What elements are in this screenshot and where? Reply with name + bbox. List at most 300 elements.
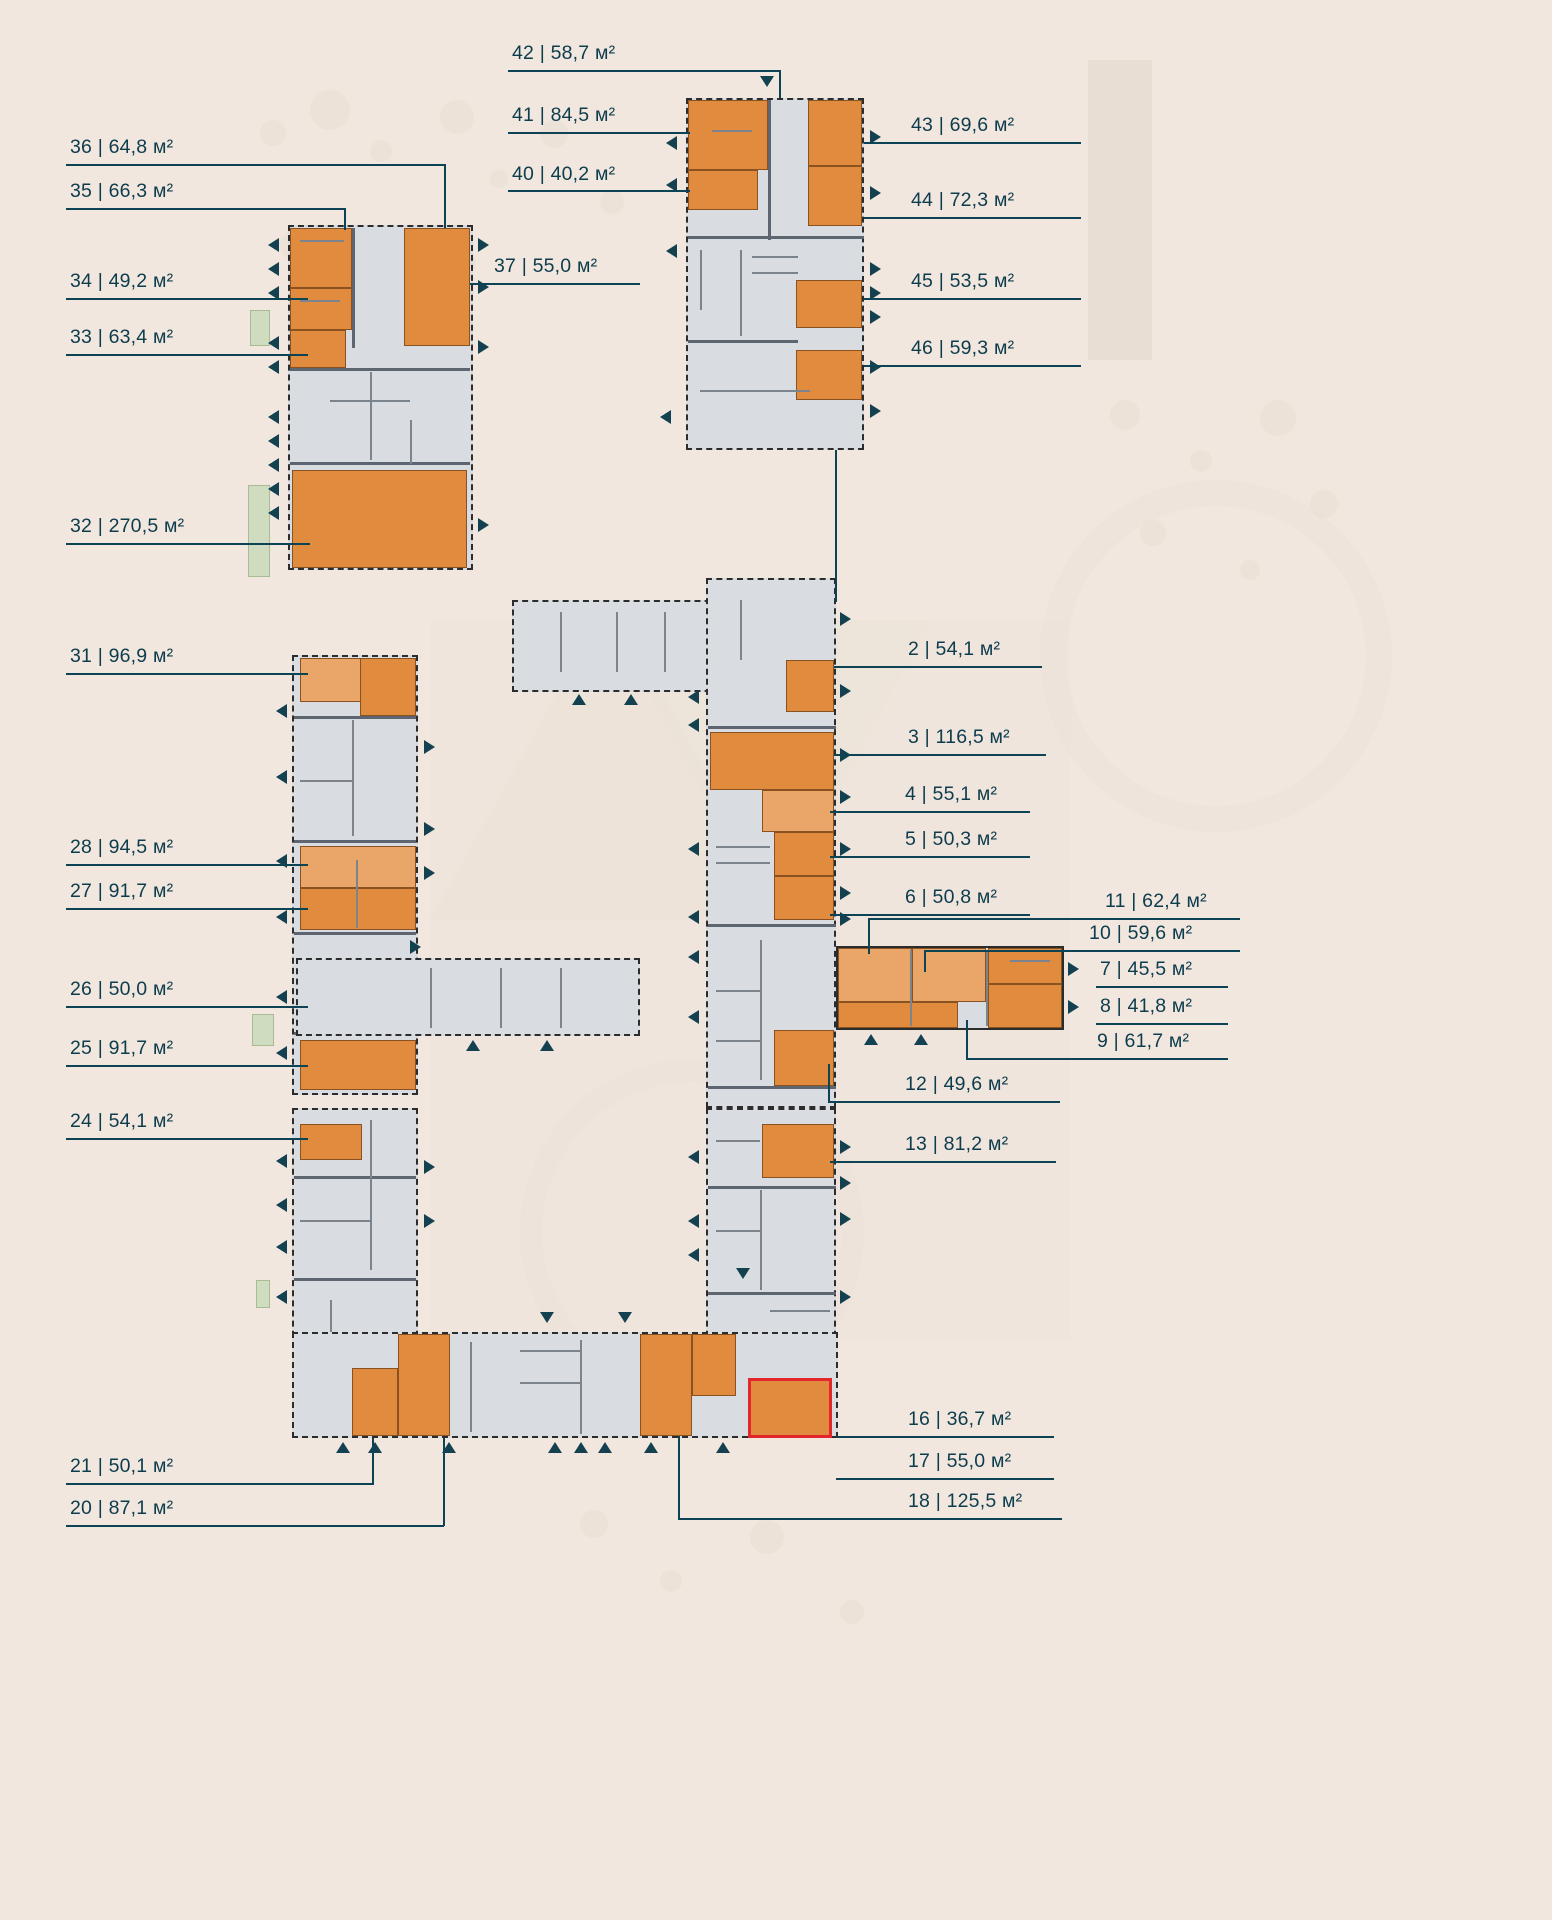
- wall-ne-5: [740, 250, 742, 336]
- entrance-arrow-nw-2: [268, 262, 279, 276]
- leader-31-h: [246, 673, 308, 675]
- entrance-arrow-w-9: [424, 866, 435, 880]
- wall-nw-4: [370, 372, 372, 460]
- wall-nw-3: [290, 462, 470, 465]
- unit-label-16-text: 16 | 36,7 м²: [908, 1408, 1012, 1430]
- leader-32-h: [262, 543, 310, 545]
- underline-42: [508, 70, 640, 72]
- unit-label-31[interactable]: [70, 645, 173, 668]
- entrance-arrow-s-1: [336, 1442, 350, 1453]
- entrance-arrow-e-9: [688, 718, 699, 732]
- entrance-arrow-s-6: [598, 1442, 612, 1453]
- wall-sw-1: [294, 1176, 416, 1179]
- entrance-arrow-se-3: [688, 1248, 699, 1262]
- unit-label-46-text: 46 | 59,3 м²: [911, 337, 1015, 359]
- wall-e-7: [760, 940, 762, 1080]
- leader-46-h: [864, 365, 906, 367]
- unit-label-28[interactable]: [70, 836, 173, 859]
- unit-18[interactable]: [640, 1334, 692, 1436]
- unit-label-20-text: 20 | 87,1 м²: [70, 1497, 174, 1519]
- unit-20[interactable]: [398, 1334, 450, 1436]
- entrance-arrow-w-8: [424, 822, 435, 836]
- unit-label-46[interactable]: [911, 337, 1014, 360]
- entrance-arrow-w-7: [424, 740, 435, 754]
- wall-s-4: [580, 1340, 582, 1434]
- wall-w-5: [352, 720, 354, 836]
- entrance-arrow-e-13: [688, 1010, 699, 1024]
- unit-label-31-text: 31 | 96,9 м²: [70, 645, 174, 667]
- entrance-arrow-ea-4: [1068, 1000, 1079, 1014]
- entrance-arrow-sw-5: [424, 1160, 435, 1174]
- unit-41[interactable]: [688, 100, 768, 170]
- unit-label-7-text: 7 | 45,5 м²: [1100, 958, 1193, 980]
- unit-label-32[interactable]: [70, 515, 184, 538]
- unit-label-13[interactable]: [905, 1133, 1008, 1156]
- wall-se-5: [716, 1230, 760, 1232]
- underline-5: [900, 856, 1030, 858]
- leader-2-h: [834, 666, 904, 668]
- unit-label-24[interactable]: [70, 1110, 173, 1133]
- entrance-arrow-nw-4: [268, 336, 279, 350]
- unit-44[interactable]: [808, 166, 862, 226]
- wall-nw-8: [300, 300, 340, 302]
- entrance-arrow-e-2: [840, 684, 851, 698]
- wall-ne-9: [712, 130, 752, 132]
- entrance-arrow-se-1: [688, 1150, 699, 1164]
- entrance-arrow-ne-6: [870, 186, 881, 200]
- entrance-arrow-sw-1: [276, 1154, 287, 1168]
- wall-nw-1: [352, 228, 355, 348]
- entrance-arrow-ea-2: [914, 1034, 928, 1045]
- leader-ne-to-east: [835, 450, 837, 602]
- unit-43[interactable]: [808, 100, 862, 166]
- leader-41-h: [640, 132, 690, 134]
- unit-label-3[interactable]: [908, 726, 1010, 749]
- wall-ne-4: [700, 250, 702, 310]
- wall-cn-1: [560, 612, 562, 672]
- wall-e-4: [740, 600, 742, 660]
- wall-e-1: [708, 726, 836, 729]
- unit-7[interactable]: [988, 948, 1062, 984]
- unit-label-37[interactable]: [494, 255, 597, 278]
- slab-center-mid: [296, 958, 640, 1036]
- wall-ne-1: [768, 100, 771, 240]
- underline-24: [66, 1138, 246, 1140]
- wall-w-1: [294, 716, 416, 719]
- underline-13: [900, 1161, 1056, 1163]
- underline-46: [905, 365, 1081, 367]
- entrance-arrow-sw-3: [276, 1240, 287, 1254]
- entrance-arrow-nw-8: [268, 458, 279, 472]
- unit-label-33[interactable]: [70, 326, 173, 349]
- unit-label-6[interactable]: [905, 886, 997, 909]
- underline-35: [66, 208, 246, 210]
- unit-label-10[interactable]: [1089, 922, 1192, 945]
- wall-se-1: [708, 1186, 836, 1189]
- unit-label-21-text: 21 | 50,1 м²: [70, 1455, 174, 1477]
- leader-42-v: [779, 70, 781, 98]
- entrance-arrow-nw-11: [478, 238, 489, 252]
- unit-3[interactable]: [710, 732, 834, 790]
- unit-label-5[interactable]: [905, 828, 997, 851]
- wall-sw-3: [370, 1120, 372, 1270]
- leader-17-h: [836, 1478, 904, 1480]
- underline-34: [66, 298, 246, 300]
- wall-e-3: [708, 1086, 836, 1089]
- unit-label-8-text: 8 | 41,8 м²: [1100, 995, 1193, 1017]
- unit-25[interactable]: [300, 1040, 416, 1090]
- entrance-arrow-ne-7: [870, 262, 881, 276]
- leader-27-h: [246, 908, 308, 910]
- entrance-arrow-e-1: [840, 612, 851, 626]
- wall-s-1: [470, 1342, 472, 1432]
- wall-ne-7: [752, 256, 798, 258]
- leader-11-h: [868, 918, 1102, 920]
- underline-4: [900, 811, 1030, 813]
- leader-18-v: [678, 1436, 680, 1520]
- unit-label-35-text: 35 | 66,3 м²: [70, 180, 174, 202]
- unit-28[interactable]: [300, 846, 416, 888]
- unit-label-9-text: 9 | 61,7 м²: [1097, 1030, 1190, 1052]
- entrance-arrow-ne-9: [870, 310, 881, 324]
- wall-cm-3: [560, 968, 562, 1028]
- wall-sw-4: [300, 1220, 370, 1222]
- wall-cm-1: [430, 968, 432, 1028]
- entrance-arrow-s-7: [644, 1442, 658, 1453]
- wall-e-8: [716, 990, 762, 992]
- unit-12[interactable]: [774, 1030, 834, 1086]
- entrance-arrow-s-8: [716, 1442, 730, 1453]
- entrance-arrow-nw-6: [268, 410, 279, 424]
- unit-4[interactable]: [762, 790, 834, 832]
- unit-35[interactable]: [290, 288, 352, 330]
- wall-cn-3: [664, 612, 666, 672]
- underline-7: [1096, 986, 1228, 988]
- entrance-arrow-nw-10: [268, 506, 279, 520]
- unit-label-8[interactable]: [1100, 995, 1192, 1018]
- unit-label-4-text: 4 | 55,1 м²: [905, 783, 998, 805]
- decorative-dots-bottom: [560, 1480, 980, 1780]
- unit-label-17-text: 17 | 55,0 м²: [908, 1450, 1012, 1472]
- entrance-arrow-e-12: [688, 950, 699, 964]
- wall-nw-2: [290, 368, 470, 371]
- leader-33-h: [246, 354, 308, 356]
- unit-label-42-text: 42 | 58,7 м²: [512, 42, 616, 64]
- entrance-arrow-s-5: [574, 1442, 588, 1453]
- entrance-arrow-w-1: [276, 704, 287, 718]
- bg-panel-right: [1088, 60, 1152, 360]
- wall-se-6: [770, 1310, 830, 1312]
- unit-label-32-text: 32 | 270,5 м²: [70, 515, 185, 537]
- leader-5-h: [830, 856, 902, 858]
- entrance-arrow-e-6: [840, 886, 851, 900]
- unit-label-24-text: 24 | 54,1 м²: [70, 1110, 174, 1132]
- unit-label-12[interactable]: [905, 1073, 1008, 1096]
- unit-label-2[interactable]: [908, 638, 1000, 661]
- entrance-arrow-s-4: [548, 1442, 562, 1453]
- leader-35-v: [344, 208, 346, 230]
- unit-27[interactable]: [300, 888, 416, 930]
- entrance-arrow-ne-1: [666, 136, 677, 150]
- unit-label-41-text: 41 | 84,5 м²: [512, 104, 616, 126]
- wall-sw-2: [294, 1278, 416, 1281]
- wall-nw-7: [300, 240, 344, 242]
- leader-21-h: [246, 1483, 374, 1485]
- entrance-arrow-se-4: [840, 1140, 851, 1154]
- unit-label-36[interactable]: [70, 136, 173, 159]
- wall-w-7: [356, 860, 358, 928]
- wall-se-3: [760, 1190, 762, 1290]
- unit-label-40[interactable]: [512, 163, 615, 186]
- unit-label-25[interactable]: [70, 1037, 173, 1060]
- wall-cm-2: [500, 968, 502, 1028]
- wall-ne-2: [688, 236, 864, 239]
- underline-12: [900, 1101, 1060, 1103]
- unit-label-42[interactable]: [512, 42, 615, 65]
- unit-label-28-text: 28 | 94,5 м²: [70, 836, 174, 858]
- unit-label-20[interactable]: [70, 1497, 173, 1520]
- entrance-arrow-s-9: [540, 1312, 554, 1323]
- unit-6[interactable]: [774, 876, 834, 920]
- unit-9[interactable]: [838, 1002, 958, 1028]
- entrance-arrow-ne-4: [660, 410, 671, 424]
- green-w-1: [252, 1014, 274, 1046]
- leader-12-h: [828, 1101, 902, 1103]
- wall-e-5: [716, 846, 770, 848]
- leader-36-v: [444, 164, 446, 228]
- unit-label-9[interactable]: [1097, 1030, 1189, 1053]
- unit-label-43-text: 43 | 69,6 м²: [911, 114, 1015, 136]
- wall-nw-5: [330, 400, 410, 402]
- entrance-arrow-nw-13: [478, 340, 489, 354]
- underline-33: [66, 354, 246, 356]
- wall-s-2: [520, 1350, 580, 1352]
- leader-10-v: [924, 950, 926, 972]
- entrance-arrow-e-5: [840, 842, 851, 856]
- unit-5[interactable]: [774, 832, 834, 876]
- entrance-arrow-e-11: [688, 910, 699, 924]
- leader-25-h: [246, 1065, 308, 1067]
- wall-se-4: [716, 1140, 760, 1142]
- entrance-arrow-nw-14: [478, 518, 489, 532]
- entrance-arrow-w-5: [276, 990, 287, 1004]
- unit-label-11[interactable]: [1105, 890, 1207, 913]
- leader-12-v: [828, 1064, 830, 1102]
- leader-28-h: [246, 864, 308, 866]
- wall-cn-2: [616, 612, 618, 672]
- green-nw-2: [248, 485, 270, 577]
- unit-label-26[interactable]: [70, 978, 173, 1001]
- entrance-arrow-w-4: [276, 910, 287, 924]
- leader-40-h: [640, 190, 690, 192]
- underline-8: [1096, 1023, 1228, 1025]
- unit-45[interactable]: [796, 280, 862, 328]
- underline-11: [1100, 918, 1240, 920]
- unit-label-34[interactable]: [70, 270, 173, 293]
- entrance-arrow-ea-1: [864, 1034, 878, 1045]
- decorative-dots-right: [1080, 380, 1380, 800]
- underline-44: [905, 217, 1081, 219]
- leader-20-v: [443, 1438, 445, 1526]
- underline-20: [66, 1525, 246, 1527]
- leader-10-h: [924, 950, 1086, 952]
- underline-2: [902, 666, 1042, 668]
- unit-label-44-text: 44 | 72,3 м²: [911, 189, 1015, 211]
- unit-label-34-text: 34 | 49,2 м²: [70, 270, 174, 292]
- leader-16-h: [836, 1436, 904, 1438]
- leader-34-h: [246, 298, 308, 300]
- wall-ea-1: [910, 950, 912, 1026]
- underline-26: [66, 1006, 246, 1008]
- highlighted-unit-16-outline[interactable]: [748, 1378, 832, 1438]
- underline-45: [905, 298, 1081, 300]
- entrance-arrow-w-6: [276, 1046, 287, 1060]
- entrance-arrow-e-10: [688, 842, 699, 856]
- entrance-arrow-sw-6: [424, 1214, 435, 1228]
- leader-24-h: [246, 1138, 308, 1140]
- entrance-arrow-nw-1: [268, 238, 279, 252]
- unit-2[interactable]: [786, 660, 834, 712]
- entrance-arrow-ne-3: [666, 244, 677, 258]
- unit-46[interactable]: [796, 350, 862, 400]
- underline-32: [66, 543, 262, 545]
- underline-6: [900, 914, 1030, 916]
- unit-13[interactable]: [762, 1124, 834, 1178]
- underline-21: [66, 1483, 246, 1485]
- wall-w-3: [294, 932, 416, 935]
- entrance-arrow-ne-10: [870, 360, 881, 374]
- entrance-arrow-nw-7: [268, 434, 279, 448]
- unit-21[interactable]: [352, 1368, 398, 1436]
- unit-label-35[interactable]: [70, 180, 173, 203]
- unit-label-27[interactable]: [70, 880, 173, 903]
- entrance-arrow-ne-11: [870, 404, 881, 418]
- entrance-arrow-s-2: [368, 1442, 382, 1453]
- leader-36-h: [246, 164, 446, 166]
- leader-4-h: [830, 811, 902, 813]
- wall-e-6: [716, 862, 770, 864]
- wall-w-2: [294, 840, 416, 843]
- green-sw-1: [256, 1280, 270, 1308]
- unit-31b[interactable]: [360, 658, 416, 716]
- underline-16: [902, 1436, 1054, 1438]
- unit-label-45-text: 45 | 53,5 м²: [911, 270, 1015, 292]
- unit-label-40-text: 40 | 40,2 м²: [512, 163, 616, 185]
- unit-label-7[interactable]: [1100, 958, 1192, 981]
- unit-label-43[interactable]: [911, 114, 1014, 137]
- leader-45-h: [864, 298, 906, 300]
- wall-s-3: [520, 1382, 580, 1384]
- entrance-arrow-e-4: [840, 790, 851, 804]
- entrance-arrow-w-2: [276, 770, 287, 784]
- unit-label-45[interactable]: [911, 270, 1014, 293]
- wall-w-6: [300, 780, 352, 782]
- underline-28: [66, 864, 246, 866]
- underline-43: [905, 142, 1081, 144]
- unit-label-37-text: 37 | 55,0 м²: [494, 255, 598, 277]
- leader-35-h: [246, 208, 346, 210]
- wall-se-2: [708, 1292, 836, 1295]
- underline-36: [66, 164, 246, 166]
- wall-ne-3: [688, 340, 798, 343]
- unit-label-4[interactable]: [905, 783, 997, 806]
- leader-6-h: [830, 914, 902, 916]
- entrance-arrow-ea-3: [1068, 962, 1079, 976]
- wall-ne-8: [752, 272, 798, 274]
- wall-ea-3: [1010, 960, 1050, 962]
- unit-label-44[interactable]: [911, 189, 1014, 212]
- entrance-arrow-w-10: [410, 940, 421, 954]
- unit-label-21[interactable]: [70, 1455, 173, 1478]
- unit-label-2-text: 2 | 54,1 м²: [908, 638, 1001, 660]
- leader-20-h: [246, 1525, 444, 1527]
- entrance-arrow-se-2: [688, 1214, 699, 1228]
- wall-e-9: [716, 1040, 762, 1042]
- leader-9-h: [966, 1058, 1094, 1060]
- leader-44-h: [864, 217, 906, 219]
- unit-40[interactable]: [688, 170, 758, 210]
- unit-label-13-text: 13 | 81,2 м²: [905, 1133, 1009, 1155]
- underline-27: [66, 908, 246, 910]
- entrance-arrow-se-8: [736, 1268, 750, 1279]
- entrance-arrow-e-8: [688, 690, 699, 704]
- unit-label-6-text: 6 | 50,8 м²: [905, 886, 998, 908]
- unit-label-41[interactable]: [512, 104, 615, 127]
- wall-ea-2: [986, 950, 988, 1026]
- unit-24[interactable]: [300, 1124, 362, 1160]
- entrance-arrow-s-10: [618, 1312, 632, 1323]
- unit-label-36-text: 36 | 64,8 м²: [70, 136, 174, 158]
- unit-label-16[interactable]: [908, 1408, 1011, 1431]
- entrance-arrow-cn-1: [572, 694, 586, 705]
- underline-25: [66, 1065, 246, 1067]
- entrance-arrow-se-5: [840, 1176, 851, 1190]
- wall-e-2: [708, 924, 836, 927]
- entrance-arrow-cm-1: [466, 1040, 480, 1051]
- underline-17: [902, 1478, 1054, 1480]
- unit-label-17[interactable]: [908, 1450, 1011, 1473]
- green-nw-1: [250, 310, 270, 346]
- leader-3-h: [834, 754, 904, 756]
- unit-label-10-text: 10 | 59,6 м²: [1089, 922, 1193, 944]
- underline-3: [902, 754, 1046, 756]
- entrance-arrow-sw-4: [276, 1290, 287, 1304]
- unit-label-33-text: 33 | 63,4 м²: [70, 326, 174, 348]
- entrance-arrow-cm-2: [540, 1040, 554, 1051]
- underline-18: [902, 1518, 1062, 1520]
- unit-36[interactable]: [290, 228, 352, 288]
- leader-43-h: [864, 142, 906, 144]
- entrance-arrow-cn-2: [624, 694, 638, 705]
- unit-8[interactable]: [988, 984, 1062, 1028]
- unit-label-26-text: 26 | 50,0 м²: [70, 978, 174, 1000]
- leader-42-h: [640, 70, 780, 72]
- unit-32[interactable]: [292, 470, 467, 568]
- unit-37[interactable]: [404, 228, 470, 346]
- leader-11-v: [868, 918, 870, 954]
- entrance-arrow-nw-9: [268, 482, 279, 496]
- unit-10[interactable]: [838, 948, 912, 1002]
- underline-31: [66, 673, 246, 675]
- unit-17[interactable]: [692, 1334, 736, 1396]
- underline-9: [1092, 1058, 1228, 1060]
- underline-10: [1084, 950, 1240, 952]
- unit-label-27-text: 27 | 91,7 м²: [70, 880, 174, 902]
- entrance-arrow-nw-5: [268, 360, 279, 374]
- unit-label-18[interactable]: [908, 1490, 1022, 1513]
- unit-label-5-text: 5 | 50,3 м²: [905, 828, 998, 850]
- entrance-arrow-sw-2: [276, 1198, 287, 1212]
